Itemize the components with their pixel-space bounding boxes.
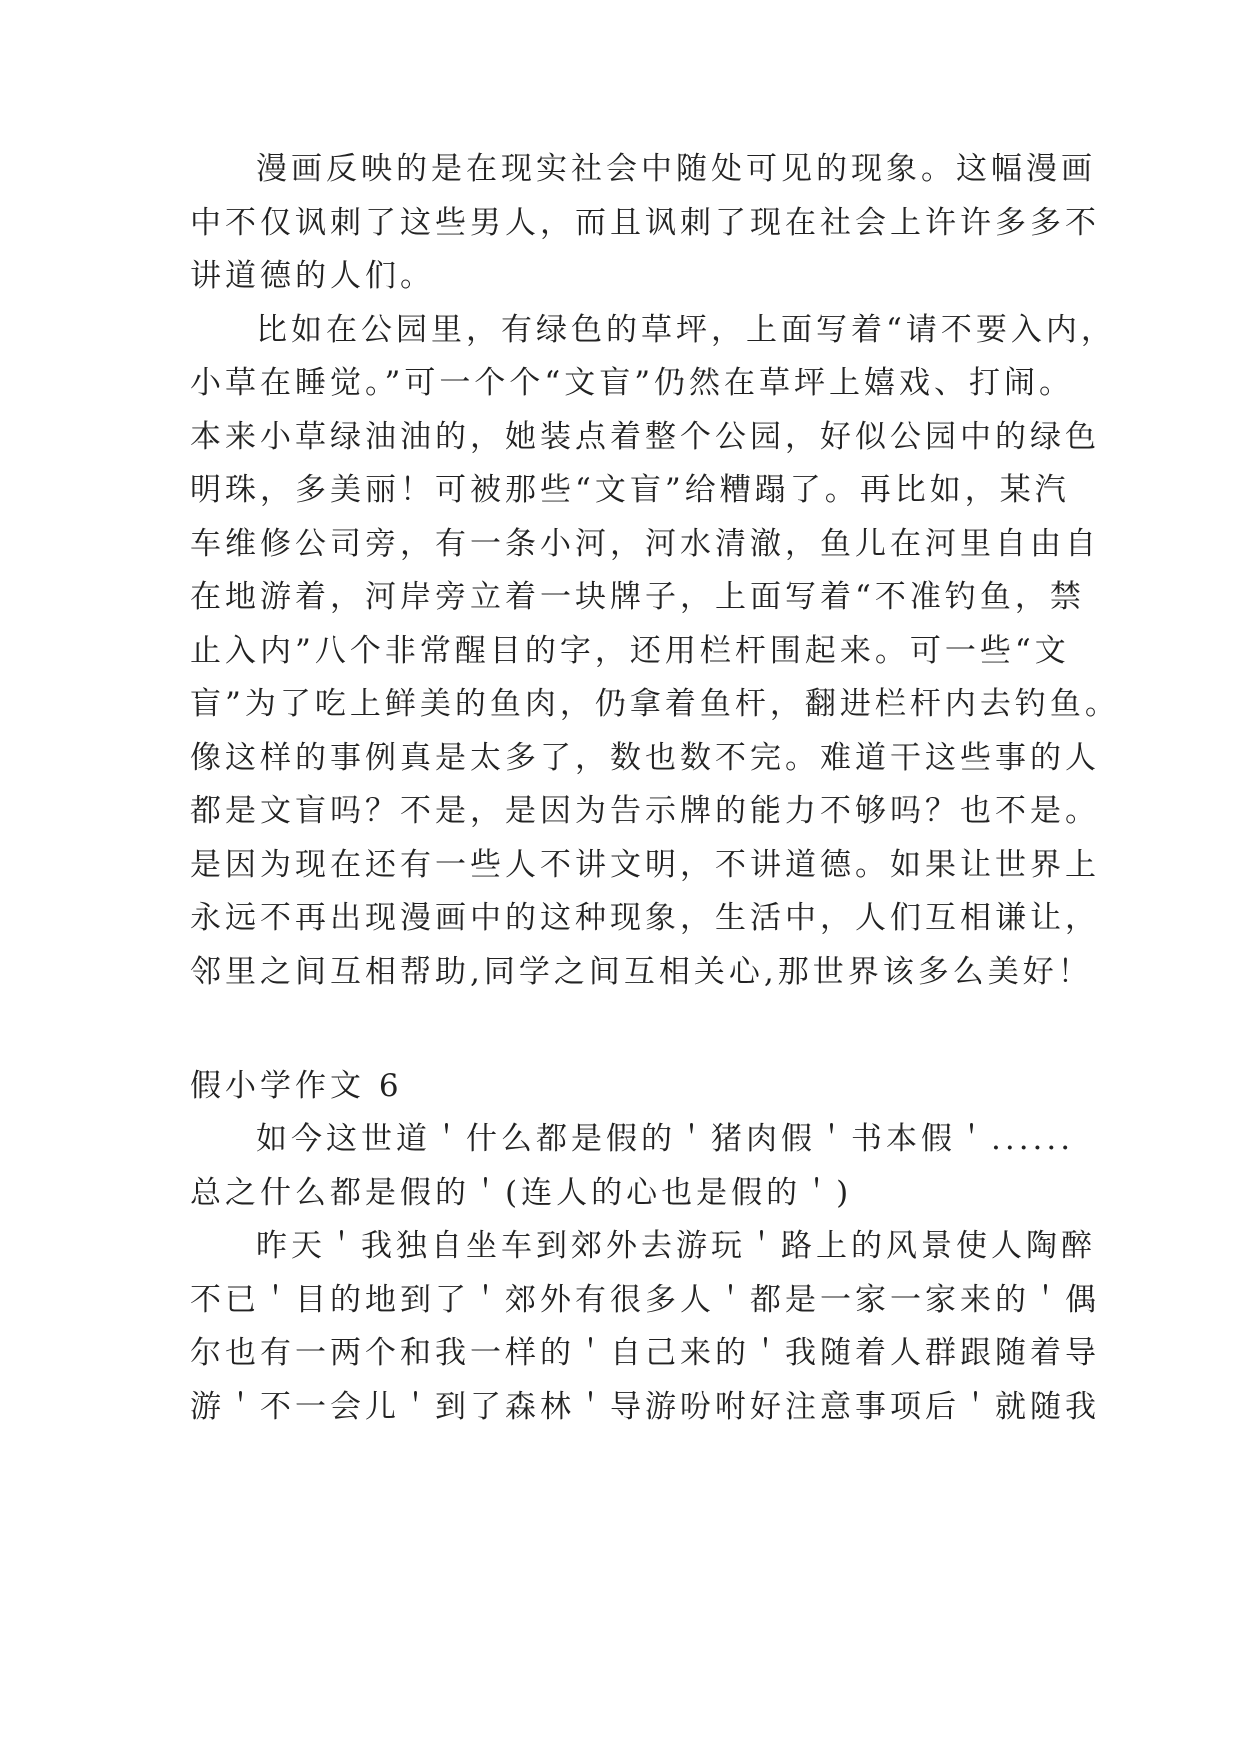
paragraph-line: 讲道德的人们。 bbox=[190, 258, 435, 294]
paragraph-line: 像这样的事例真是太多了，数也数不完。难道干这些事的人 bbox=[190, 740, 1100, 776]
paragraph-line: 都是文盲吗？不是，是因为告示牌的能力不够吗？也不是。 bbox=[190, 793, 1100, 829]
paragraph-line: 漫画反映的是在现实社会中随处可见的现象。这幅漫画 bbox=[256, 151, 1096, 187]
paragraph-line: 昨天＇我独自坐车到郊外去游玩＇路上的风景使人陶醉 bbox=[256, 1228, 1096, 1264]
paragraph-line: 游＇不一会儿＇到了森林＇导游吩咐好注意事项后＇就随我 bbox=[190, 1389, 1100, 1425]
paragraph-line: 止入内”八个非常醒目的字，还用栏杆围起来。可一些“文 bbox=[190, 633, 1070, 669]
paragraph-line: 明珠，多美丽！可被那些“文盲”给糟蹋了。再比如，某汽 bbox=[190, 472, 1070, 508]
paragraph-line: 邻里之间互相帮助,同学之间互相关心,那世界该多么美好！ bbox=[190, 954, 1093, 990]
paragraph-line: 永远不再出现漫画中的这种现象，生活中，人们互相谦让， bbox=[190, 900, 1100, 936]
paragraph-line: 不已＇目的地到了＇郊外有很多人＇都是一家一家来的＇偶 bbox=[190, 1282, 1100, 1318]
paragraph-line: 如今这世道＇什么都是假的＇猪肉假＇书本假＇...... bbox=[256, 1121, 1075, 1157]
paragraph-line: 是因为现在还有一些人不讲文明，不讲道德。如果让世界上 bbox=[190, 847, 1100, 883]
paragraph-line: 小草在睡觉。”可一个个“文盲”仍然在草坪上嬉戏、打闹。 bbox=[190, 365, 1075, 401]
paragraph-line: 比如在公园里，有绿色的草坪，上面写着“请不要入内， bbox=[256, 312, 1116, 348]
paragraph-line: 车维修公司旁，有一条小河，河水清澈，鱼儿在河里自由自 bbox=[190, 526, 1100, 562]
paragraph-line: 盲”为了吃上鲜美的鱼肉，仍拿着鱼杆，翻进栏杆内去钓鱼。 bbox=[190, 686, 1120, 722]
section-heading: 假小学作文 6 bbox=[190, 1068, 403, 1104]
paragraph-line: 本来小草绿油油的，她装点着整个公园，好似公园中的绿色 bbox=[190, 419, 1100, 455]
paragraph-line: 尔也有一两个和我一样的＇自己来的＇我随着人群跟随着导 bbox=[190, 1335, 1100, 1371]
paragraph-line: 总之什么都是假的＇(连人的心也是假的＇) bbox=[190, 1175, 853, 1211]
paragraph-line: 在地游着，河岸旁立着一块牌子，上面写着“不准钓鱼，禁 bbox=[190, 579, 1085, 615]
paragraph-line: 中不仅讽刺了这些男人，而且讽刺了现在社会上许许多多不 bbox=[190, 205, 1100, 241]
